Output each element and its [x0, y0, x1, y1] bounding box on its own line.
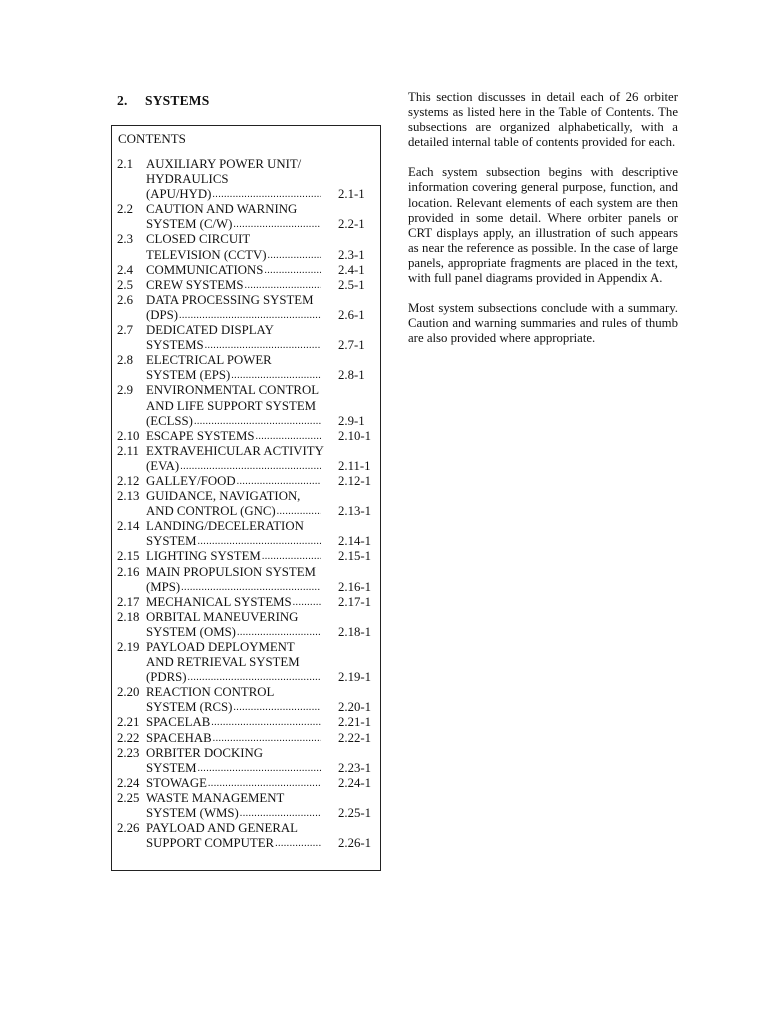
- toc-entry-number: 2.13: [117, 489, 140, 504]
- toc-entry-leader: [146, 715, 321, 730]
- toc-entry: [112, 444, 380, 459]
- section-number: 2.: [117, 93, 128, 108]
- toc-entry-page: 2.1-1: [338, 187, 365, 202]
- toc-entry-title: (EVA): [146, 458, 180, 473]
- toc-entry: [112, 323, 380, 338]
- toc-entry-title: SYSTEMS: [146, 338, 204, 353]
- toc-entry-number: 2.9: [117, 383, 133, 398]
- toc-entry-page: 2.22-1: [338, 730, 372, 745]
- toc-entry-title: GUIDANCE, NAVIGATION,: [146, 489, 301, 504]
- toc-entry-leader: [146, 504, 321, 519]
- dot-leader: [180, 459, 321, 474]
- toc-entry-number: 2.1: [117, 157, 133, 171]
- dot-leader: [277, 504, 321, 519]
- toc-entry-title: SYSTEM (EPS): [146, 368, 231, 383]
- toc-entry-number: 2.7: [117, 323, 133, 338]
- toc-entry-title: CAUTION AND WARNING: [146, 202, 298, 217]
- toc-entry-continuation: [112, 580, 380, 595]
- toc-entry-title: SYSTEM: [146, 534, 197, 549]
- contents-box: [111, 125, 381, 871]
- contents-title: CONTENTS: [118, 131, 186, 146]
- toc-entry: [112, 383, 380, 398]
- toc-entry: [112, 791, 380, 806]
- toc-entry-title: LIGHTING SYSTEM: [146, 549, 261, 564]
- toc-entry-number: 2.12: [117, 473, 140, 488]
- toc-entry-number: 2.26: [117, 821, 140, 836]
- toc-entry-number: 2.20: [117, 685, 140, 700]
- dot-leader: [267, 248, 321, 263]
- section-heading: [117, 93, 209, 109]
- dot-leader: [198, 761, 322, 776]
- toc-entry-page: 2.7-1: [338, 338, 365, 353]
- dot-leader: [213, 731, 321, 746]
- toc-entry-number: 2.2: [117, 202, 133, 217]
- dot-leader: [240, 806, 321, 821]
- toc-entry: [112, 731, 380, 746]
- toc-entry-title: CLOSED CIRCUIT: [146, 232, 251, 247]
- toc-entry-number: 2.5: [117, 277, 133, 292]
- toc-entry-page: 2.14-1: [338, 534, 372, 549]
- toc-entry: [112, 429, 380, 444]
- toc-entry-page: 2.12-1: [338, 473, 372, 488]
- toc-entry: [112, 489, 380, 504]
- dot-leader: [233, 217, 321, 232]
- toc-entry-leader: [146, 776, 321, 791]
- toc-entry-continuation: [112, 172, 380, 187]
- toc-entry-page: 2.11-1: [338, 458, 371, 473]
- dot-leader: [237, 474, 321, 489]
- toc-entry-title: AND CONTROL (GNC): [146, 504, 276, 519]
- toc-entry-number: 2.23: [117, 745, 140, 760]
- contents-list: [112, 157, 380, 851]
- toc-entry-leader: [146, 549, 321, 564]
- toc-entry-number: 2.15: [117, 549, 140, 564]
- toc-entry-leader: [146, 474, 321, 489]
- toc-entry-title: TELEVISION (CCTV): [146, 247, 267, 262]
- toc-entry: [112, 263, 380, 278]
- toc-entry-leader: [146, 368, 321, 383]
- toc-entry-title: AND RETRIEVAL SYSTEM: [146, 655, 300, 670]
- toc-entry-title: SYSTEM: [146, 760, 197, 775]
- toc-entry-title: WASTE MANAGEMENT: [146, 790, 285, 805]
- toc-entry-leader: [146, 670, 321, 685]
- toc-entry: [112, 610, 380, 625]
- toc-entry-continuation: [112, 368, 380, 383]
- toc-entry-title: LANDING/DECELERATION: [146, 519, 304, 534]
- toc-entry-leader: [146, 761, 321, 776]
- intro-paragraph: Each system subsection begins with descriptive information covering general purpose, function, and location. Relevant elements of each system are then provided in some detail. Where orbiter panels or CRT displays apply, an illustration of such appears as near the reference as possible. In the case of large panels, appropriate fragments are placed in the text, with full panel diagrams provided in Appendix A.: [408, 165, 678, 286]
- toc-entry-leader: [146, 459, 321, 474]
- dot-leader: [198, 534, 322, 549]
- toc-entry-continuation: [112, 534, 380, 549]
- toc-entry-page: 2.3-1: [338, 247, 365, 262]
- toc-entry-title: (MPS): [146, 579, 181, 594]
- toc-entry: [112, 595, 380, 610]
- toc-entry-leader: [146, 731, 321, 746]
- toc-entry-continuation: [112, 655, 380, 670]
- toc-entry: [112, 549, 380, 564]
- toc-entry-title: (PDRS): [146, 670, 187, 685]
- toc-entry-continuation: [112, 836, 380, 851]
- toc-entry-title: ORBITAL MANEUVERING: [146, 609, 299, 624]
- toc-entry-title: SYSTEM (WMS): [146, 806, 239, 821]
- toc-entry: [112, 821, 380, 836]
- toc-entry-title: AUXILIARY POWER UNIT/: [146, 157, 302, 171]
- toc-entry-title: SPACEHAB: [146, 730, 212, 745]
- toc-entry-number: 2.8: [117, 353, 133, 368]
- toc-entry: [112, 685, 380, 700]
- toc-entry: [112, 232, 380, 247]
- dot-leader: [237, 625, 321, 640]
- dot-leader: [194, 414, 321, 429]
- intro-paragraph: This section discusses in detail each of 26 orbiter systems as listed here in the Table of Contents. The subsections are organized alphabetically, with a detailed internal table of contents provided for each.: [408, 90, 678, 150]
- toc-entry-leader: [146, 248, 321, 263]
- toc-entry-title: SUPPORT COMPUTER: [146, 836, 275, 851]
- toc-entry-title: CREW SYSTEMS: [146, 277, 244, 292]
- toc-entry-leader: [146, 806, 321, 821]
- toc-entry-title: SYSTEM (OMS): [146, 624, 236, 639]
- dot-leader: [233, 700, 321, 715]
- toc-entry-leader: [146, 308, 321, 323]
- toc-entry-number: 2.17: [117, 594, 140, 609]
- dot-leader: [212, 187, 321, 202]
- toc-entry: [112, 776, 380, 791]
- toc-entry-title: AND LIFE SUPPORT SYSTEM: [146, 398, 317, 413]
- toc-entry: [112, 640, 380, 655]
- toc-entry-number: 2.21: [117, 715, 140, 730]
- toc-entry-leader: [146, 595, 321, 610]
- toc-entry-leader: [146, 836, 321, 851]
- toc-entry: [112, 278, 380, 293]
- toc-entry-page: 2.15-1: [338, 549, 372, 564]
- toc-entry-number: 2.6: [117, 292, 133, 307]
- toc-entry-title: ORBITER DOCKING: [146, 745, 263, 760]
- toc-entry-number: 2.22: [117, 730, 140, 745]
- toc-entry-leader: [146, 263, 321, 278]
- toc-entry: [112, 565, 380, 580]
- toc-entry-number: 2.10: [117, 428, 140, 443]
- intro-paragraph: Most system subsections conclude with a summary. Caution and warning summaries and rules of thumb are also provided where appropriate.: [408, 301, 678, 346]
- toc-entry-continuation: [112, 806, 380, 821]
- toc-entry-title: HYDRAULICS: [146, 172, 229, 187]
- toc-entry-number: 2.25: [117, 790, 140, 805]
- toc-entry-title: (APU/HYD): [146, 187, 212, 202]
- dot-leader: [293, 595, 321, 610]
- toc-entry-leader: [146, 187, 321, 202]
- dot-leader: [208, 776, 321, 791]
- toc-entry-title: SYSTEM (C/W): [146, 217, 233, 232]
- dot-leader: [275, 836, 321, 851]
- toc-entry-number: 2.11: [117, 443, 139, 458]
- dot-leader: [188, 670, 321, 685]
- toc-entry-leader: [146, 580, 321, 595]
- toc-entry-leader: [146, 700, 321, 715]
- toc-entry-continuation: [112, 670, 380, 685]
- toc-entry: [112, 519, 380, 534]
- dot-leader: [262, 549, 321, 564]
- dot-leader: [231, 368, 321, 383]
- toc-entry-title: DEDICATED DISPLAY: [146, 323, 274, 338]
- toc-entry-page: 2.18-1: [338, 624, 372, 639]
- toc-entry-page: 2.8-1: [338, 368, 365, 383]
- toc-entry: [112, 474, 380, 489]
- toc-entry-title: COMMUNICATIONS: [146, 262, 264, 277]
- toc-entry-leader: [146, 217, 321, 232]
- toc-entry-page: 2.9-1: [338, 413, 365, 428]
- toc-entry-title: EXTRAVEHICULAR ACTIVITY: [146, 443, 324, 458]
- toc-entry-title: (ECLSS): [146, 413, 193, 428]
- toc-entry-title: SYSTEM (RCS): [146, 700, 233, 715]
- toc-entry: [112, 353, 380, 368]
- toc-entry-continuation: [112, 414, 380, 429]
- toc-entry-number: 2.3: [117, 232, 133, 247]
- toc-entry: [112, 157, 380, 172]
- toc-entry-continuation: [112, 338, 380, 353]
- toc-entry-page: 2.13-1: [338, 504, 372, 519]
- toc-entry-title: MAIN PROPULSION SYSTEM: [146, 564, 316, 579]
- toc-entry-title: MECHANICAL SYSTEMS: [146, 594, 292, 609]
- toc-entry-title: PAYLOAD DEPLOYMENT: [146, 640, 295, 654]
- dot-leader: [255, 429, 321, 444]
- toc-entry-number: 2.16: [117, 564, 140, 579]
- toc-entry-page: 2.16-1: [338, 579, 372, 594]
- toc-entry-title: GALLEY/FOOD: [146, 473, 236, 488]
- intro-text: [408, 90, 678, 361]
- toc-entry-continuation: [112, 308, 380, 323]
- toc-entry-number: 2.19: [117, 640, 140, 654]
- toc-entry-leader: [146, 338, 321, 353]
- toc-entry-continuation: [112, 700, 380, 715]
- dot-leader: [181, 580, 321, 595]
- toc-entry-title: SPACELAB: [146, 715, 211, 730]
- toc-entry-continuation: [112, 504, 380, 519]
- toc-entry-page: 2.10-1: [338, 428, 372, 443]
- toc-entry-title: ESCAPE SYSTEMS: [146, 428, 255, 443]
- toc-entry: [112, 293, 380, 308]
- dot-leader: [264, 263, 321, 278]
- toc-entry: [112, 715, 380, 730]
- toc-entry-title: PAYLOAD AND GENERAL: [146, 821, 298, 836]
- dot-leader: [211, 715, 321, 730]
- toc-entry-continuation: [112, 459, 380, 474]
- toc-entry-leader: [146, 429, 321, 444]
- toc-entry-page: 2.4-1: [338, 262, 365, 277]
- dot-leader: [179, 308, 321, 323]
- toc-entry-page: 2.24-1: [338, 775, 372, 790]
- toc-entry-leader: [146, 414, 321, 429]
- toc-entry-continuation: [112, 187, 380, 202]
- toc-entry-page: 2.2-1: [338, 217, 365, 232]
- dot-leader: [205, 338, 321, 353]
- toc-entry-leader: [146, 534, 321, 549]
- toc-entry-leader: [146, 625, 321, 640]
- toc-entry-title: ELECTRICAL POWER: [146, 353, 272, 368]
- toc-entry-page: 2.17-1: [338, 594, 372, 609]
- toc-entry: [112, 202, 380, 217]
- toc-entry-number: 2.14: [117, 519, 140, 534]
- toc-entry-continuation: [112, 248, 380, 263]
- toc-entry-continuation: [112, 625, 380, 640]
- toc-entry-title: STOWAGE: [146, 775, 207, 790]
- toc-entry-page: 2.21-1: [338, 715, 372, 730]
- toc-entry-page: 2.20-1: [338, 700, 372, 715]
- dot-leader: [245, 278, 321, 293]
- toc-entry-page: 2.6-1: [338, 307, 365, 322]
- toc-entry-page: 2.23-1: [338, 760, 372, 775]
- toc-entry-page: 2.26-1: [338, 836, 372, 851]
- toc-entry-continuation: [112, 761, 380, 776]
- toc-entry-number: 2.18: [117, 609, 140, 624]
- toc-entry-number: 2.4: [117, 262, 133, 277]
- toc-entry-leader: [146, 278, 321, 293]
- toc-entry-page: 2.5-1: [338, 277, 365, 292]
- toc-entry-title: (DPS): [146, 307, 178, 322]
- toc-entry-page: 2.19-1: [338, 670, 372, 685]
- toc-entry-page: 2.25-1: [338, 806, 372, 821]
- section-title: SYSTEMS: [145, 93, 210, 108]
- toc-entry-continuation: [112, 399, 380, 414]
- toc-entry-title: REACTION CONTROL: [146, 685, 275, 700]
- toc-entry-number: 2.24: [117, 775, 140, 790]
- toc-entry-continuation: [112, 217, 380, 232]
- toc-entry-title: DATA PROCESSING SYSTEM: [146, 292, 314, 307]
- toc-entry: [112, 746, 380, 761]
- toc-entry-title: ENVIRONMENTAL CONTROL: [146, 383, 320, 398]
